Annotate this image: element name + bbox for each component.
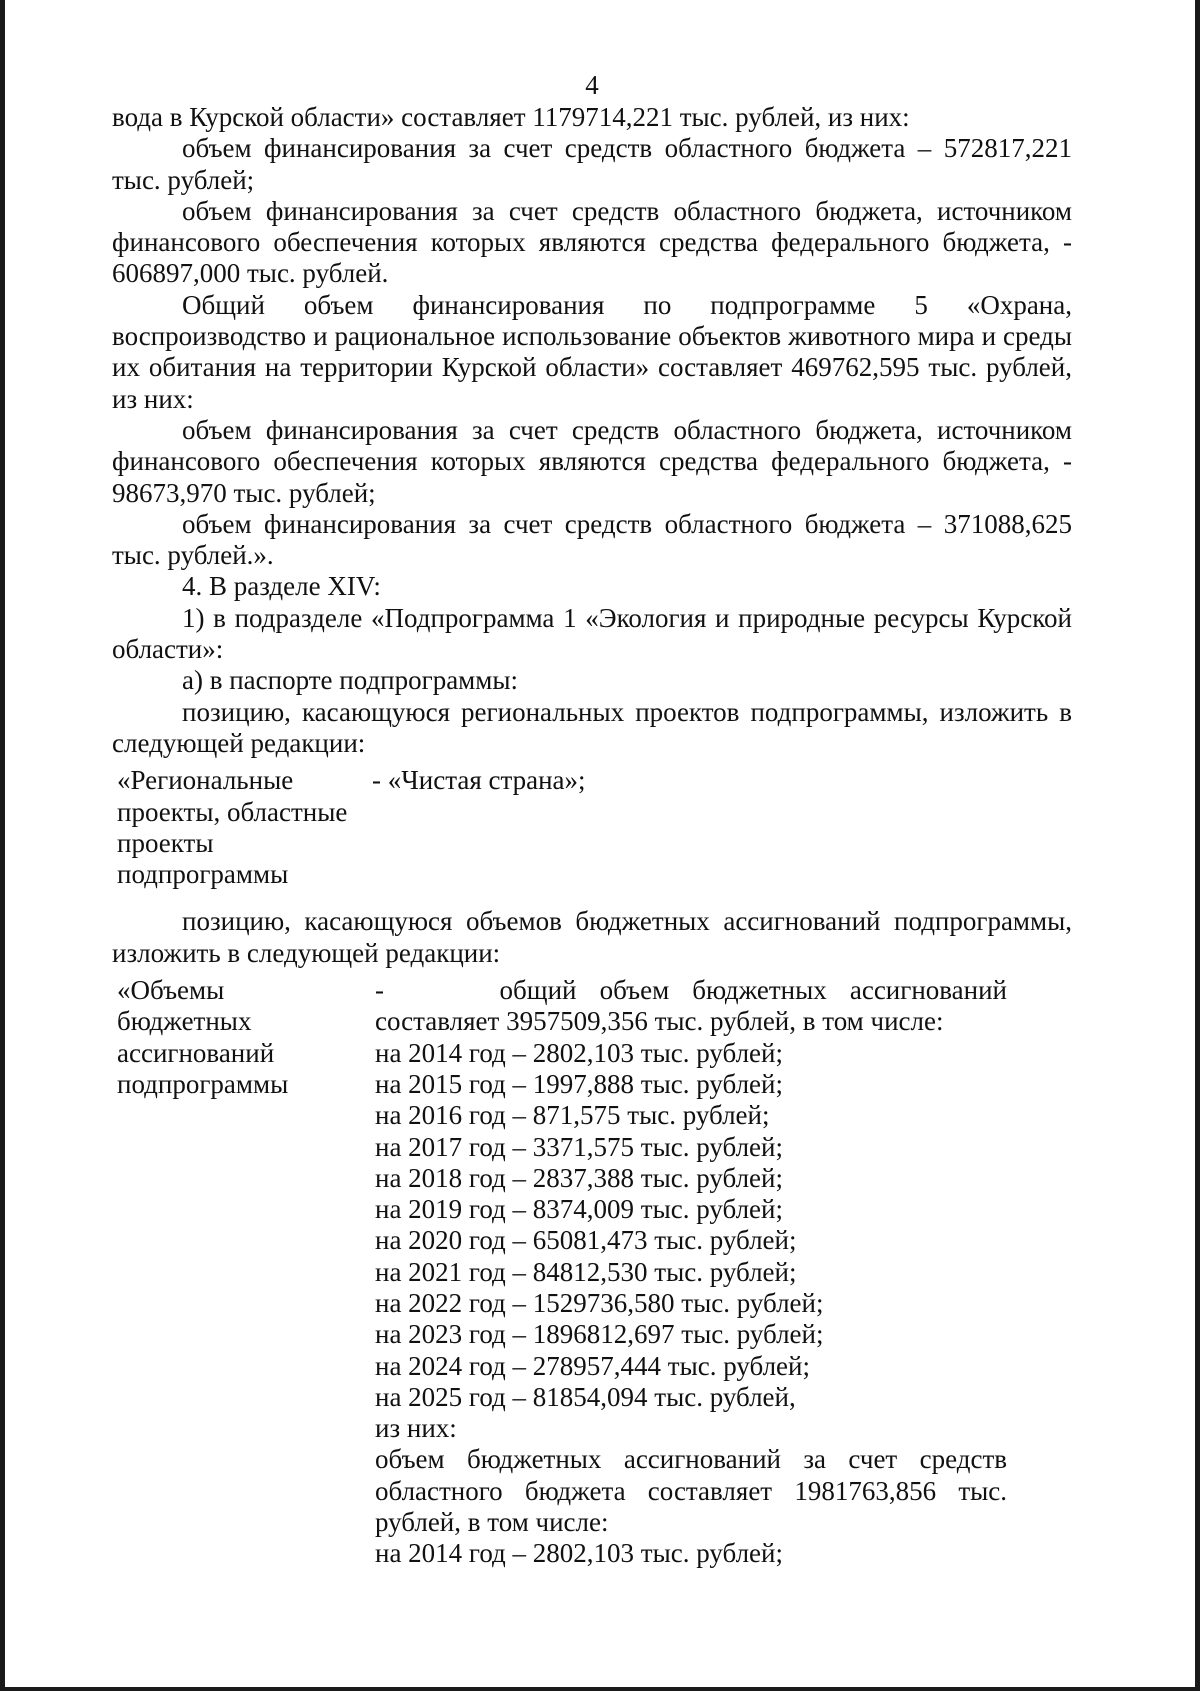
year-allocation: на 2025 год – 81854,094 тыс. рублей, [375, 1381, 796, 1412]
paragraph-budget-intro: позицию, касающуюся объемов бюджетных ассигнований подпрограммы, изложить в следующей редакции: [112, 906, 1072, 968]
paragraph-federal-budget-2: объем финансирования за счет средств областного бюджета, источником финансового обеспечения которых являются средства федерального бюджета, - 98673,970 тыс. рублей; [112, 414, 1072, 508]
of-them-label: из них: [375, 1413, 457, 1444]
paragraph-regional-budget-1: объем финансирования за счет средств областного бюджета – 572817,221 тыс. рублей; [112, 133, 1072, 195]
budget-total-line-1: - общий объем бюджетных ассигнований [375, 975, 1007, 1006]
year-allocation: на 2020 год – 65081,473 тыс. рублей; [375, 1225, 797, 1256]
paragraph-regional-projects-intro: позицию, касающуюся региональных проектов подпрограммы, изложить в следующей редакции: [112, 696, 1072, 758]
year-allocation: на 2019 год – 8374,009 тыс. рублей; [375, 1194, 783, 1225]
page-number: 4 [585, 70, 599, 100]
year-allocation: на 2014 год – 2802,103 тыс. рублей; [375, 1538, 783, 1569]
scan-border-left [0, 0, 5, 1691]
budget-allocations-table [112, 975, 1072, 1570]
year-allocation: на 2015 год – 1997,888 тыс. рублей; [375, 1068, 783, 1099]
budget-total-line-2: составляет 3957509,356 тыс. рублей, в том числе: [375, 1006, 944, 1037]
scan-border-bottom [0, 1687, 1200, 1691]
year-allocation: на 2022 год – 1529736,580 тыс. рублей; [375, 1287, 824, 1318]
paragraph-continuation: вода в Курской области» составляет 1179714,221 тыс. рублей, из них: [112, 102, 910, 132]
regional-projects-value: - «Чистая страна»; [372, 765, 586, 796]
document-page [112, 70, 1072, 1570]
budget-allocations-label: «Объемы бюджетных ассигнований подпрограммы [117, 975, 289, 1099]
paragraph-regional-budget-2: объем финансирования за счет средств областного бюджета – 371088,625 тыс. рублей.». [112, 508, 1072, 571]
scan-border-right [1195, 0, 1200, 1691]
paragraph-section-xiv: 4. В разделе XIV: [182, 571, 381, 602]
year-allocation: на 2016 год – 871,575 тыс. рублей; [375, 1100, 770, 1131]
regional-projects-label: «Региональные проекты, областные проекты подпрограммы [117, 765, 348, 890]
year-allocation: на 2017 год – 3371,575 тыс. рублей; [375, 1131, 783, 1162]
regional-budget-allocation-text: объем бюджетных ассигнований за счет средств областного бюджета составляет 1981763,856 тыс. рублей, в том числе: [375, 1444, 1007, 1538]
year-allocation: на 2018 год – 2837,388 тыс. рублей; [375, 1162, 783, 1193]
regional-projects-table [112, 765, 1072, 890]
year-allocation: на 2014 год – 2802,103 тыс. рублей; [375, 1037, 783, 1068]
paragraph-passport: а) в паспорте подпрограммы: [182, 665, 518, 696]
budget-allocations-value [375, 975, 1007, 1570]
year-allocation: на 2021 год – 84812,530 тыс. рублей; [375, 1256, 797, 1287]
paragraph-subprogram-5-total: Общий объем финансирования по подпрограмме 5 «Охрана, воспроизводство и рациональное использование объектов животного мира и среды их обитания на территории Курской области» составляет 469762,595 тыс. рублей, из них: [112, 289, 1072, 414]
year-allocation: на 2024 год – 278957,444 тыс. рублей; [375, 1350, 810, 1381]
paragraph-federal-budget-1: объем финансирования за счет средств областного бюджета, источником финансового обеспечения которых являются средства федерального бюджета, - 606897,000 тыс. рублей. [112, 195, 1072, 289]
year-allocation: на 2023 год – 1896812,697 тыс. рублей; [375, 1319, 824, 1350]
paragraph-subsection-1: 1) в подразделе «Подпрограмма 1 «Экология и природные ресурсы Курской области»: [112, 602, 1072, 665]
